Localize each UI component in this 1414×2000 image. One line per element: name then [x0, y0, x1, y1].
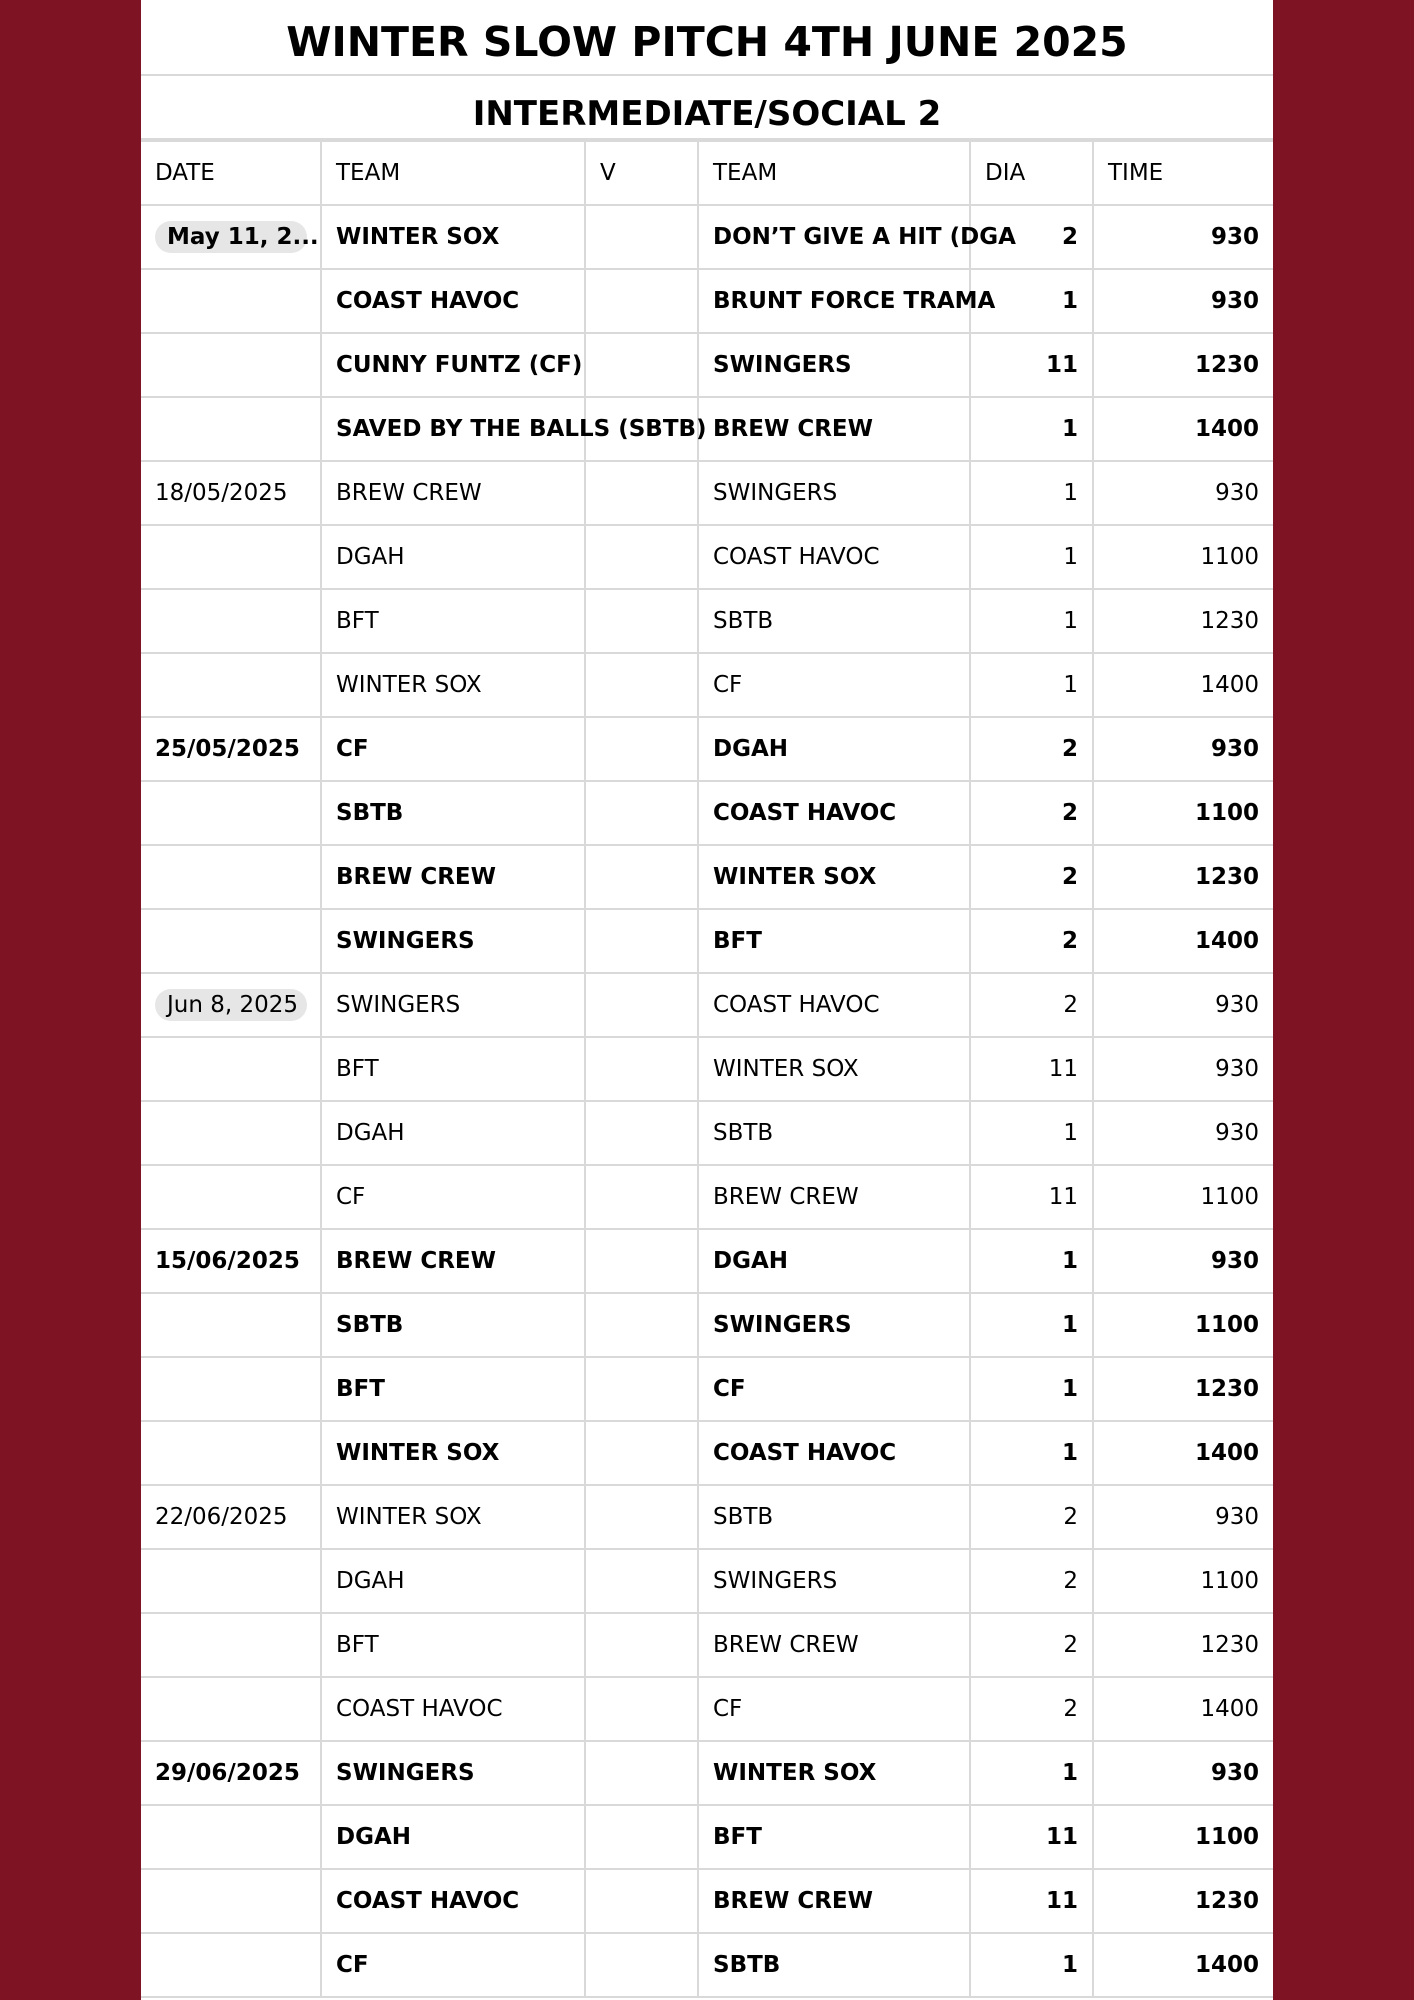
date-cell[interactable]: 25/05/2025 [141, 717, 321, 781]
diamond-cell[interactable]: 2 [970, 717, 1093, 781]
away-team-cell[interactable]: COAST HAVOC [698, 525, 970, 589]
date-cell[interactable] [141, 1933, 321, 1997]
date-cell[interactable] [141, 653, 321, 717]
versus-cell[interactable] [585, 1357, 698, 1421]
home-team-cell[interactable]: SBTB [321, 1293, 585, 1357]
time-cell[interactable]: 930 [1093, 1229, 1273, 1293]
diamond-cell[interactable]: 2 [970, 909, 1093, 973]
date-cell[interactable] [141, 1293, 321, 1357]
table-row [141, 1357, 1273, 1421]
diamond-cell[interactable]: 1 [970, 397, 1093, 461]
versus-cell[interactable] [585, 1933, 698, 1997]
versus-cell[interactable] [585, 1421, 698, 1485]
date-cell[interactable]: 15/06/2025 [141, 1229, 321, 1293]
header-time[interactable]: TIME [1093, 141, 1273, 205]
date-cell[interactable] [141, 397, 321, 461]
versus-cell[interactable] [585, 1165, 698, 1229]
versus-cell[interactable] [585, 1869, 698, 1933]
table-row [141, 269, 1273, 333]
table-row [141, 845, 1273, 909]
date-cell[interactable]: 22/06/2025 [141, 1485, 321, 1549]
time-cell[interactable]: 1400 [1093, 653, 1273, 717]
away-team-cell[interactable]: BREW CREW [698, 1165, 970, 1229]
home-team-cell[interactable]: BFT [321, 589, 585, 653]
versus-cell[interactable] [585, 973, 698, 1037]
away-team-cell[interactable]: COAST HAVOC [698, 1421, 970, 1485]
table-row [141, 1805, 1273, 1869]
table-row [141, 1485, 1273, 1549]
versus-cell[interactable] [585, 1485, 698, 1549]
diamond-cell[interactable]: 1 [970, 269, 1093, 333]
time-cell[interactable]: 1230 [1093, 1357, 1273, 1421]
home-team-cell[interactable]: SWINGERS [321, 1741, 585, 1805]
home-team-cell[interactable]: BREW CREW [321, 1229, 585, 1293]
date-cell[interactable] [141, 269, 321, 333]
versus-cell[interactable] [585, 845, 698, 909]
table-row [141, 1101, 1273, 1165]
date-cell[interactable] [141, 845, 321, 909]
diamond-cell[interactable]: 1 [970, 1357, 1093, 1421]
diamond-cell[interactable]: 2 [970, 973, 1093, 1037]
time-cell[interactable]: 930 [1093, 973, 1273, 1037]
away-team-cell[interactable]: COAST HAVOC [698, 781, 970, 845]
date-chip[interactable]: Jun 8, 2025 [155, 989, 307, 1021]
time-cell[interactable]: 930 [1093, 1741, 1273, 1805]
page-title: WINTER SLOW PITCH 4TH JUNE 2025 [141, 0, 1273, 76]
schedule-sheet [141, 0, 1273, 2000]
away-team-cell[interactable]: SWINGERS [698, 1293, 970, 1357]
away-team-cell[interactable]: BREW CREW [698, 1613, 970, 1677]
versus-cell[interactable] [585, 717, 698, 781]
table-row [141, 1229, 1273, 1293]
date-cell[interactable] [141, 1357, 321, 1421]
diamond-cell[interactable]: 1 [970, 1741, 1093, 1805]
table-row [141, 397, 1273, 461]
time-cell[interactable]: 1100 [1093, 525, 1273, 589]
time-cell[interactable]: 930 [1093, 269, 1273, 333]
time-cell[interactable]: 1400 [1093, 1677, 1273, 1741]
date-cell[interactable]: 18/05/2025 [141, 461, 321, 525]
diamond-cell[interactable]: 1 [970, 1101, 1093, 1165]
diamond-cell[interactable]: 1 [970, 589, 1093, 653]
date-cell[interactable] [141, 1037, 321, 1101]
versus-cell[interactable] [585, 1805, 698, 1869]
versus-cell[interactable] [585, 1549, 698, 1613]
date-cell[interactable] [141, 973, 321, 1037]
date-cell[interactable] [141, 1165, 321, 1229]
diamond-cell[interactable]: 1 [970, 653, 1093, 717]
time-cell[interactable]: 1400 [1093, 1933, 1273, 1997]
header-team-home[interactable]: TEAM [321, 141, 585, 205]
time-cell[interactable]: 930 [1093, 1037, 1273, 1101]
diamond-cell[interactable]: 2 [970, 1549, 1093, 1613]
home-team-cell[interactable]: BFT [321, 1613, 585, 1677]
time-cell[interactable]: 930 [1093, 1101, 1273, 1165]
table-row [141, 333, 1273, 397]
time-cell[interactable]: 1230 [1093, 845, 1273, 909]
table-row [141, 1869, 1273, 1933]
table-row [141, 525, 1273, 589]
date-cell[interactable] [141, 1869, 321, 1933]
away-team-cell[interactable]: WINTER SOX [698, 1037, 970, 1101]
header-row [141, 141, 1273, 205]
date-chip[interactable]: May 11, 2... [155, 221, 307, 253]
versus-cell[interactable] [585, 1677, 698, 1741]
table-row [141, 1421, 1273, 1485]
versus-cell[interactable] [585, 589, 698, 653]
time-cell[interactable]: 930 [1093, 461, 1273, 525]
time-cell[interactable]: 1100 [1093, 1293, 1273, 1357]
table-row [141, 1613, 1273, 1677]
home-team-cell[interactable]: SWINGERS [321, 973, 585, 1037]
versus-cell[interactable] [585, 1613, 698, 1677]
away-team-cell[interactable]: SBTB [698, 589, 970, 653]
date-cell[interactable]: 29/06/2025 [141, 1741, 321, 1805]
diamond-cell[interactable]: 2 [970, 845, 1093, 909]
date-cell[interactable] [141, 1805, 321, 1869]
time-cell[interactable]: 1100 [1093, 1549, 1273, 1613]
diamond-cell[interactable]: 11 [970, 1805, 1093, 1869]
time-cell[interactable]: 1400 [1093, 1421, 1273, 1485]
home-team-cell[interactable]: CF [321, 1933, 585, 1997]
fixture-table [141, 140, 1273, 1998]
diamond-cell[interactable]: 1 [970, 1229, 1093, 1293]
versus-cell[interactable] [585, 205, 698, 269]
away-team-cell[interactable]: CF [698, 653, 970, 717]
diamond-cell[interactable]: 1 [970, 1421, 1093, 1485]
table-row [141, 781, 1273, 845]
table-row [141, 205, 1273, 269]
table-row [141, 461, 1273, 525]
table-row [141, 1549, 1273, 1613]
away-team-cell[interactable]: COAST HAVOC [698, 973, 970, 1037]
time-cell[interactable]: 930 [1093, 717, 1273, 781]
home-team-cell[interactable]: SWINGERS [321, 909, 585, 973]
home-team-cell[interactable]: CF [321, 1165, 585, 1229]
home-team-cell[interactable]: SAVED BY THE BALLS (SBTB) [321, 397, 585, 461]
time-cell[interactable]: 1100 [1093, 1805, 1273, 1869]
time-cell[interactable]: 1100 [1093, 1165, 1273, 1229]
away-team-cell[interactable]: DGAH [698, 717, 970, 781]
time-cell[interactable]: 930 [1093, 1485, 1273, 1549]
away-team-cell[interactable]: BFT [698, 909, 970, 973]
diamond-cell[interactable]: 2 [970, 1613, 1093, 1677]
diamond-cell[interactable]: 2 [970, 1485, 1093, 1549]
away-team-cell[interactable]: BRUNT FORCE TRAMA [698, 269, 970, 333]
diamond-cell[interactable]: 1 [970, 525, 1093, 589]
home-team-cell[interactable]: BFT [321, 1037, 585, 1101]
versus-cell[interactable] [585, 653, 698, 717]
away-team-cell[interactable]: WINTER SOX [698, 845, 970, 909]
table-row [141, 1037, 1273, 1101]
date-cell[interactable] [141, 1101, 321, 1165]
away-team-cell[interactable]: DGAH [698, 1229, 970, 1293]
date-cell[interactable] [141, 525, 321, 589]
away-team-cell[interactable]: SWINGERS [698, 1549, 970, 1613]
away-team-cell[interactable]: DON’T GIVE A HIT (DGA [698, 205, 970, 269]
away-team-cell[interactable]: SBTB [698, 1101, 970, 1165]
versus-cell[interactable] [585, 525, 698, 589]
home-team-cell[interactable]: CUNNY FUNTZ (CF) [321, 333, 585, 397]
time-cell[interactable]: 1230 [1093, 589, 1273, 653]
table-row [141, 717, 1273, 781]
away-team-cell[interactable]: BREW CREW [698, 397, 970, 461]
home-team-cell[interactable]: BREW CREW [321, 845, 585, 909]
date-cell[interactable] [141, 781, 321, 845]
table-row [141, 1165, 1273, 1229]
away-team-cell[interactable]: CF [698, 1357, 970, 1421]
diamond-cell[interactable]: 11 [970, 1165, 1093, 1229]
time-cell[interactable]: 1100 [1093, 781, 1273, 845]
versus-cell[interactable] [585, 1229, 698, 1293]
home-team-cell[interactable]: COAST HAVOC [321, 269, 585, 333]
versus-cell[interactable] [585, 333, 698, 397]
time-cell[interactable]: 1230 [1093, 1613, 1273, 1677]
date-cell[interactable] [141, 589, 321, 653]
table-row [141, 909, 1273, 973]
diamond-cell[interactable]: 11 [970, 1869, 1093, 1933]
division-subtitle: INTERMEDIATE/SOCIAL 2 [141, 76, 1273, 140]
diamond-cell[interactable]: 2 [970, 781, 1093, 845]
diamond-cell[interactable]: 2 [970, 205, 1093, 269]
home-team-cell[interactable]: WINTER SOX [321, 653, 585, 717]
home-team-cell[interactable]: WINTER SOX [321, 1485, 585, 1549]
table-row [141, 1933, 1273, 1997]
versus-cell[interactable] [585, 269, 698, 333]
header-versus[interactable]: V [585, 141, 698, 205]
diamond-cell[interactable]: 11 [970, 1037, 1093, 1101]
diamond-cell[interactable]: 1 [970, 1293, 1093, 1357]
table-row [141, 973, 1273, 1037]
header-team-away[interactable]: TEAM [698, 141, 970, 205]
versus-cell[interactable] [585, 461, 698, 525]
home-team-cell[interactable]: DGAH [321, 1549, 585, 1613]
home-team-cell[interactable]: BREW CREW [321, 461, 585, 525]
date-cell[interactable] [141, 333, 321, 397]
table-row [141, 1741, 1273, 1805]
away-team-cell[interactable]: BFT [698, 1805, 970, 1869]
home-team-cell[interactable]: BFT [321, 1357, 585, 1421]
time-cell[interactable]: 1400 [1093, 397, 1273, 461]
away-team-cell[interactable]: CF [698, 1677, 970, 1741]
diamond-cell[interactable]: 2 [970, 1677, 1093, 1741]
home-team-cell[interactable]: DGAH [321, 1805, 585, 1869]
date-cell[interactable] [141, 1613, 321, 1677]
home-team-cell[interactable]: COAST HAVOC [321, 1869, 585, 1933]
home-team-cell[interactable]: COAST HAVOC [321, 1677, 585, 1741]
versus-cell[interactable] [585, 781, 698, 845]
home-team-cell[interactable]: DGAH [321, 1101, 585, 1165]
home-team-cell[interactable]: CF [321, 717, 585, 781]
diamond-cell[interactable]: 11 [970, 333, 1093, 397]
away-team-cell[interactable]: SBTB [698, 1933, 970, 1997]
home-team-cell[interactable]: SBTB [321, 781, 585, 845]
home-team-cell[interactable]: DGAH [321, 525, 585, 589]
time-cell[interactable]: 1400 [1093, 909, 1273, 973]
date-cell[interactable] [141, 1677, 321, 1741]
diamond-cell[interactable]: 1 [970, 1933, 1093, 1997]
away-team-cell[interactable]: BREW CREW [698, 1869, 970, 1933]
time-cell[interactable]: 1230 [1093, 1869, 1273, 1933]
versus-cell[interactable] [585, 1293, 698, 1357]
home-team-cell[interactable]: WINTER SOX [321, 205, 585, 269]
versus-cell[interactable] [585, 1037, 698, 1101]
away-team-cell[interactable]: SBTB [698, 1485, 970, 1549]
table-row [141, 1677, 1273, 1741]
header-date[interactable]: DATE [141, 141, 321, 205]
date-cell[interactable] [141, 1549, 321, 1613]
table-row [141, 589, 1273, 653]
versus-cell[interactable] [585, 1101, 698, 1165]
away-team-cell[interactable]: WINTER SOX [698, 1741, 970, 1805]
away-team-cell[interactable]: SWINGERS [698, 333, 970, 397]
versus-cell[interactable] [585, 909, 698, 973]
header-diamond[interactable]: DIA [970, 141, 1093, 205]
home-team-cell[interactable]: WINTER SOX [321, 1421, 585, 1485]
date-cell[interactable] [141, 909, 321, 973]
table-row [141, 1293, 1273, 1357]
table-row [141, 653, 1273, 717]
away-team-cell[interactable]: SWINGERS [698, 461, 970, 525]
time-cell[interactable]: 930 [1093, 205, 1273, 269]
date-cell[interactable] [141, 205, 321, 269]
diamond-cell[interactable]: 1 [970, 461, 1093, 525]
date-cell[interactable] [141, 1421, 321, 1485]
time-cell[interactable]: 1230 [1093, 333, 1273, 397]
versus-cell[interactable] [585, 1741, 698, 1805]
